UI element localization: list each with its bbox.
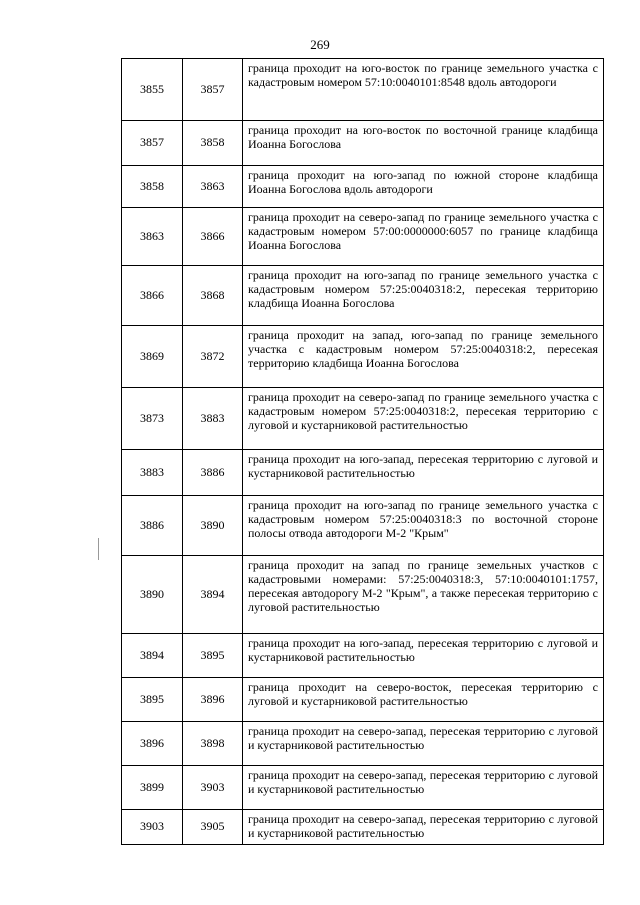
point-from-cell: 3903 — [122, 810, 183, 845]
point-to-cell: 3857 — [183, 59, 243, 121]
boundary-description-cell: граница проходит на северо-запад по границе земельного участка с кадастровым номером 57:25:0040318:2, пересекая территорию с луговой и кустарниковой растительностью — [243, 388, 604, 450]
point-from-cell: 3883 — [122, 450, 183, 496]
point-from-cell: 3899 — [122, 766, 183, 810]
point-to-cell: 3903 — [183, 766, 243, 810]
boundary-description-cell: граница проходит на северо-восток, пересекая территорию с луговой и кустарниковой растительностью — [243, 678, 604, 722]
table-row — [122, 810, 604, 845]
boundary-description-cell: граница проходит на северо-запад, пересекая территорию с луговой и кустарниковой растительностью — [243, 766, 604, 810]
point-from-cell: 3858 — [122, 166, 183, 208]
boundary-description-cell: граница проходит на северо-запад, пересекая территорию с луговой и кустарниковой растительностью — [243, 722, 604, 766]
point-to-cell: 3858 — [183, 121, 243, 166]
table-row — [122, 388, 604, 450]
table-row — [122, 450, 604, 496]
boundary-description-cell: граница проходит на юго-восток по восточной границе кладбища Иоанна Богослова — [243, 121, 604, 166]
boundary-table — [121, 58, 604, 845]
point-to-cell: 3905 — [183, 810, 243, 845]
boundary-description-cell: граница проходит на северо-запад по границе земельного участка с кадастровым номером 57:00:0000000:6057 по границе кладбища Иоанна Богослова — [243, 208, 604, 266]
point-to-cell: 3872 — [183, 326, 243, 388]
boundary-description-cell: граница проходит на запад, юго-запад по границе земельного участка с кадастровым номером 57:25:0040318:2, пересекая территорию кладбища Иоанна Богослова — [243, 326, 604, 388]
point-from-cell: 3863 — [122, 208, 183, 266]
table-row — [122, 121, 604, 166]
table-row — [122, 634, 604, 678]
point-from-cell: 3855 — [122, 59, 183, 121]
point-from-cell: 3894 — [122, 634, 183, 678]
table-row — [122, 166, 604, 208]
boundary-description-cell: граница проходит на юго-запад по границе земельного участка с кадастровым номером 57:25:0040318:2, пересекая территорию кладбища Иоанна Богослова — [243, 266, 604, 326]
table-row — [122, 326, 604, 388]
point-to-cell: 3890 — [183, 496, 243, 556]
boundary-description-cell: граница проходит на юго-запад, пересекая территорию с луговой и кустарниковой растительностью — [243, 450, 604, 496]
point-from-cell: 3869 — [122, 326, 183, 388]
table-row — [122, 59, 604, 121]
point-from-cell: 3886 — [122, 496, 183, 556]
point-to-cell: 3895 — [183, 634, 243, 678]
point-to-cell: 3886 — [183, 450, 243, 496]
table-row — [122, 266, 604, 326]
point-from-cell: 3857 — [122, 121, 183, 166]
boundary-description-cell: граница проходит на запад по границе земельных участков с кадастровыми номерами: 57:25:0040318:3, 57:10:0040101:1757, пересекая автодорогу М-2 "Крым", а также пересекая территорию с луговой растительностью — [243, 556, 604, 634]
point-from-cell: 3895 — [122, 678, 183, 722]
point-from-cell: 3873 — [122, 388, 183, 450]
boundary-description-cell: граница проходит на юго-запад по южной стороне кладбища Иоанна Богослова вдоль автодороги — [243, 166, 604, 208]
point-from-cell: 3896 — [122, 722, 183, 766]
point-to-cell: 3894 — [183, 556, 243, 634]
table-body — [122, 59, 604, 845]
boundary-description-cell: граница проходит на юго-запад по границе земельного участка с кадастровым номером 57:25:0040318:3 по восточной стороне полосы отвода автодороги М-2 "Крым" — [243, 496, 604, 556]
point-to-cell: 3883 — [183, 388, 243, 450]
table-row — [122, 208, 604, 266]
table-row — [122, 722, 604, 766]
boundary-description-cell: граница проходит на юго-восток по границе земельного участка с кадастровым номером 57:10:0040101:8548 вдоль автодороги — [243, 59, 604, 121]
boundary-description-cell: граница проходит на северо-запад, пересекая территорию с луговой и кустарниковой растительностью — [243, 810, 604, 845]
table-row — [122, 556, 604, 634]
page-number: 269 — [310, 37, 330, 52]
point-to-cell: 3898 — [183, 722, 243, 766]
point-to-cell: 3896 — [183, 678, 243, 722]
scan-edge-mark — [98, 538, 99, 560]
point-to-cell: 3866 — [183, 208, 243, 266]
point-from-cell: 3866 — [122, 266, 183, 326]
point-to-cell: 3863 — [183, 166, 243, 208]
table-row — [122, 496, 604, 556]
table-row — [122, 678, 604, 722]
point-to-cell: 3868 — [183, 266, 243, 326]
table-row — [122, 766, 604, 810]
point-from-cell: 3890 — [122, 556, 183, 634]
boundary-description-cell: граница проходит на юго-запад, пересекая территорию с луговой и кустарниковой растительностью — [243, 634, 604, 678]
